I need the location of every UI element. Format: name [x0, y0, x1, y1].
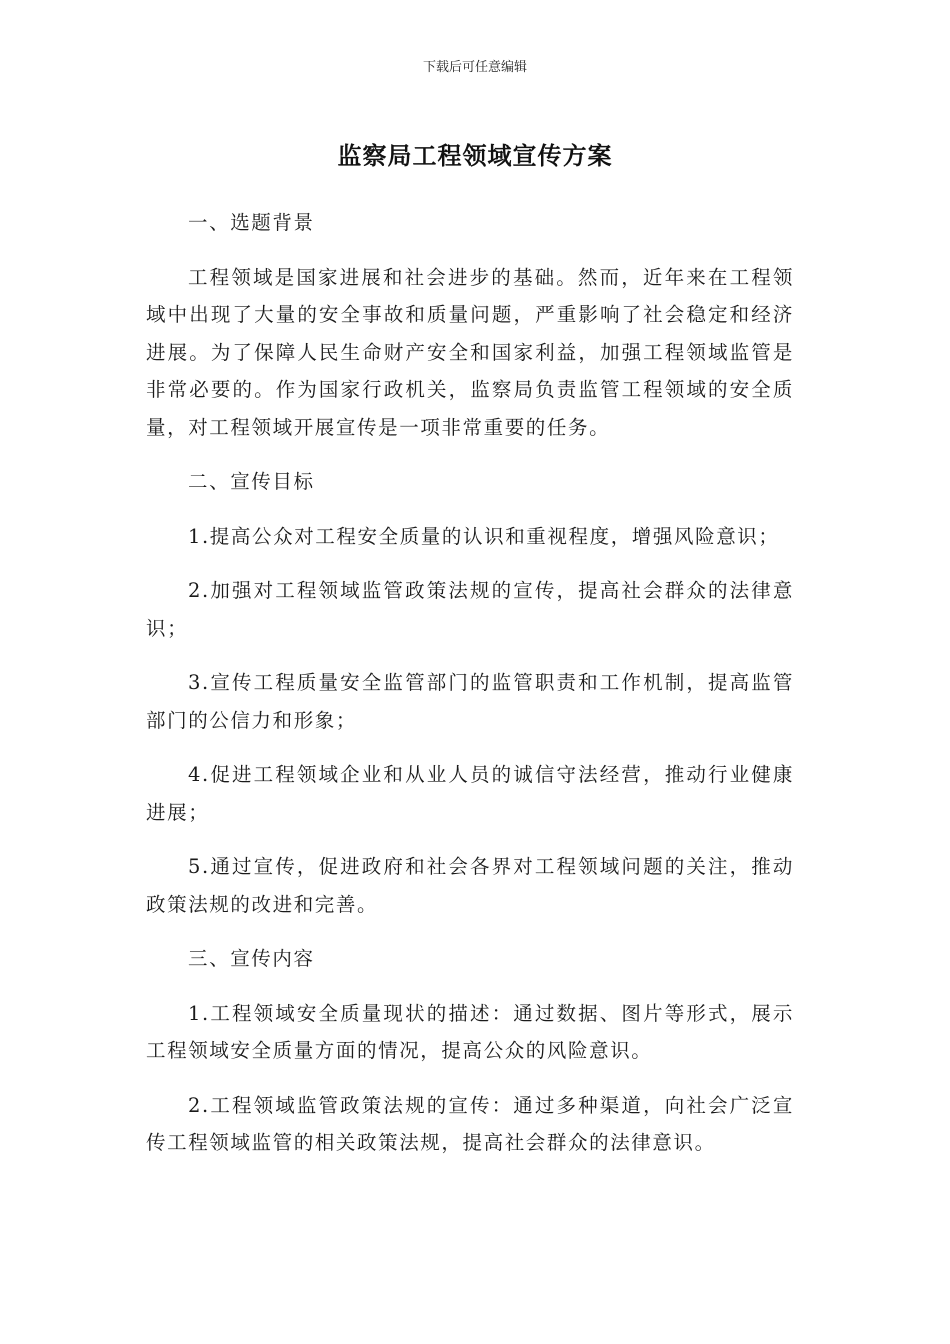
- list-item: 1.工程领域安全质量现状的描述：通过数据、图片等形式，展示工程领域安全质量方面的情况，提高公众的风险意识。: [146, 1001, 794, 1062]
- list-item: 1.提高公众对工程安全质量的认识和重视程度，增强风险意识；: [188, 524, 780, 548]
- list-item: 4.促进工程领域企业和从业人员的诚信守法经营，推动行业健康进展；: [146, 763, 794, 824]
- list-item: 2.加强对工程领域监管政策法规的宣传，提高社会群众的法律意识；: [146, 579, 794, 640]
- section-heading: 一、选题背景: [188, 211, 315, 234]
- section-heading: 三、宣传内容: [188, 947, 315, 970]
- document-body: [146, 204, 794, 1179]
- section-heading: 二、宣传目标: [188, 470, 315, 493]
- document-title: 监察局工程领域宣传方案: [337, 142, 613, 170]
- header-note: 下载后可任意编辑: [422, 60, 527, 75]
- list-item: 2.工程领域监管政策法规的宣传：通过多种渠道，向社会广泛宣传工程领域监管的相关政策法规，提高社会群众的法律意识。: [146, 1093, 794, 1154]
- paragraph: 工程领域是国家进展和社会进步的基础。然而，近年来在工程领域中出现了大量的安全事故和质量问题，严重影响了社会稳定和经济进展。为了保障人民生命财产安全和国家利益，加强工程领域监管是非常必要的。作为国家行政机关，监察局负责监管工程领域的安全质量，对工程领域开展宣传是一项非常重要的任务。: [146, 265, 794, 439]
- list-item: 3.宣传工程质量安全监管部门的监管职责和工作机制，提高监管部门的公信力和形象；: [146, 671, 794, 732]
- list-item: 5.通过宣传，促进政府和社会各界对工程领域问题的关注，推动政策法规的改进和完善。: [146, 855, 794, 916]
